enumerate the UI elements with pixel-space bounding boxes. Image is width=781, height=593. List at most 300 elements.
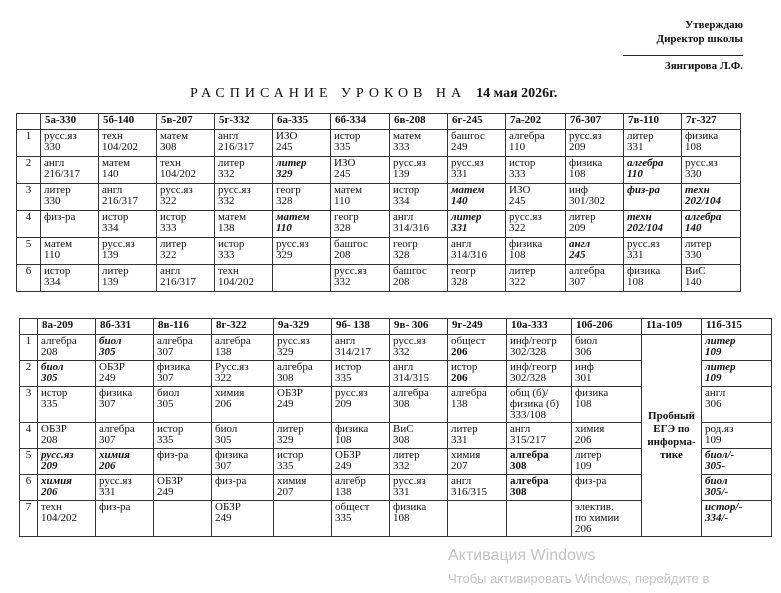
cell-line: физика bbox=[157, 361, 191, 373]
lesson-cell bbox=[702, 501, 772, 537]
cell-line: 333 bbox=[509, 168, 526, 180]
cell-line: химия bbox=[575, 423, 605, 435]
cell-line: биол bbox=[157, 387, 180, 399]
lesson-cell bbox=[448, 130, 506, 157]
cell-line: англ bbox=[510, 423, 531, 435]
lesson-cell bbox=[390, 130, 448, 157]
lesson-number: 3 bbox=[20, 387, 38, 423]
cell-line: русс.яз bbox=[685, 157, 718, 169]
cell-line: 245 bbox=[569, 249, 586, 261]
cell-line: биол bbox=[99, 335, 122, 347]
cell-line: 334 bbox=[102, 222, 119, 234]
lesson-cell bbox=[682, 211, 741, 238]
lesson-cell bbox=[332, 335, 390, 361]
cell-line: 322 bbox=[160, 249, 177, 261]
lesson-cell bbox=[215, 238, 273, 265]
lesson-cell bbox=[572, 449, 642, 475]
lesson-cell bbox=[154, 423, 212, 449]
cell-line: русс.яз bbox=[218, 184, 251, 196]
cell-line: 329 bbox=[276, 168, 293, 180]
lesson-cell bbox=[390, 449, 448, 475]
cell-line: ОБЗР bbox=[99, 361, 125, 373]
lesson-cell bbox=[157, 157, 215, 184]
cell-line: 110 bbox=[276, 222, 292, 234]
cell-line: род.яз bbox=[705, 423, 734, 435]
cell-line: 307 bbox=[99, 434, 116, 446]
cell-line: 322 bbox=[215, 372, 232, 384]
lesson-cell bbox=[41, 184, 99, 211]
cell-line: истор/- bbox=[705, 501, 743, 513]
lesson-cell bbox=[682, 184, 741, 211]
lesson-cell bbox=[566, 238, 624, 265]
cell-line: англ bbox=[102, 184, 123, 196]
cell-line: 207 bbox=[451, 460, 468, 472]
lesson-cell bbox=[96, 475, 154, 501]
cell-line: 139 bbox=[102, 276, 119, 288]
lesson-cell bbox=[566, 157, 624, 184]
cell-line: 208 bbox=[41, 346, 58, 358]
cell-line: физика bbox=[569, 157, 603, 169]
cell-line: геогр bbox=[276, 184, 301, 196]
class-header: 7б-307 bbox=[566, 114, 624, 130]
lesson-cell bbox=[702, 335, 772, 361]
cell-line: 109 bbox=[705, 372, 722, 384]
cell-line: матем bbox=[102, 157, 131, 169]
cell-line: 110 bbox=[44, 249, 61, 261]
cell-line: 109 bbox=[705, 434, 722, 446]
lesson-cell bbox=[273, 130, 331, 157]
lesson-cell bbox=[624, 238, 682, 265]
lesson-cell bbox=[157, 238, 215, 265]
lesson-cell bbox=[332, 387, 390, 423]
lesson-cell bbox=[332, 475, 390, 501]
cell-line: англ bbox=[393, 361, 414, 373]
cell-line: физ-ра bbox=[44, 211, 76, 223]
lesson-cell bbox=[96, 423, 154, 449]
lesson-cell bbox=[331, 238, 390, 265]
class-header: 10б-206 bbox=[572, 319, 642, 335]
class-header: 9б- 138 bbox=[332, 319, 390, 335]
lesson-cell bbox=[274, 475, 332, 501]
cell-line: 328 bbox=[393, 249, 410, 261]
cell-line: 316/315 bbox=[451, 486, 488, 498]
cell-line: химия bbox=[277, 475, 307, 487]
cell-line: алгебра bbox=[627, 157, 664, 169]
lesson-cell bbox=[390, 184, 448, 211]
cell-line: истор bbox=[335, 361, 362, 373]
lesson-cell bbox=[331, 130, 390, 157]
cell-line: физ-ра bbox=[575, 475, 607, 487]
cell-line: матем bbox=[451, 184, 485, 196]
cell-line: 329 bbox=[276, 249, 293, 261]
cell-line: геогр bbox=[393, 238, 418, 250]
lesson-cell bbox=[507, 387, 572, 423]
cell-line: 305 bbox=[99, 346, 116, 358]
lesson-cell bbox=[38, 361, 96, 387]
cell-line: литер bbox=[102, 265, 129, 277]
class-header: 8а-209 bbox=[38, 319, 96, 335]
lesson-number: 3 bbox=[17, 184, 41, 211]
cell-line: 308 bbox=[510, 460, 527, 472]
lesson-cell bbox=[41, 130, 99, 157]
cell-line: 206 bbox=[451, 372, 468, 384]
lesson-cell bbox=[507, 475, 572, 501]
lesson-cell bbox=[41, 265, 99, 292]
lesson-cell bbox=[506, 238, 566, 265]
cell-line: 109 bbox=[575, 460, 592, 472]
cell-line: 108 bbox=[569, 168, 586, 180]
cell-line: техн bbox=[627, 211, 652, 223]
lesson-cell bbox=[506, 130, 566, 157]
cell-line: 209 bbox=[569, 222, 586, 234]
cell-line: 314/316 bbox=[451, 249, 488, 261]
cell-line: 331 bbox=[451, 222, 468, 234]
cell-line: 315/217 bbox=[510, 434, 547, 446]
page-title bbox=[190, 86, 557, 102]
header-row bbox=[20, 319, 772, 335]
cell-line: инф bbox=[569, 184, 588, 196]
lesson-cell bbox=[572, 501, 642, 537]
cell-line: 307 bbox=[215, 460, 232, 472]
exam-line: тике bbox=[660, 448, 683, 461]
cell-line: физика bbox=[509, 238, 543, 250]
lesson-cell bbox=[448, 449, 507, 475]
cell-line: литер bbox=[685, 238, 712, 250]
cell-line: 307 bbox=[157, 372, 174, 384]
lesson-cell bbox=[96, 387, 154, 423]
cell-line: физ-ра bbox=[157, 449, 189, 461]
cell-line: 245 bbox=[334, 168, 351, 180]
cell-line: 110 bbox=[334, 195, 351, 207]
cell-line: 139 bbox=[393, 168, 410, 180]
cell-line: 302/328 bbox=[510, 372, 547, 384]
class-header: 7а-202 bbox=[506, 114, 566, 130]
lesson-cell bbox=[96, 361, 154, 387]
cell-line: литер bbox=[569, 211, 596, 223]
cell-line: англ bbox=[705, 387, 726, 399]
lesson-cell bbox=[682, 265, 741, 292]
lesson-cell bbox=[566, 211, 624, 238]
lesson-cell bbox=[99, 130, 157, 157]
cell-line: 301 bbox=[575, 372, 592, 384]
cell-line: 202/104 bbox=[685, 195, 722, 207]
cell-line: литер bbox=[276, 157, 307, 169]
lesson-cell bbox=[390, 265, 448, 292]
cell-line: 140 bbox=[685, 222, 702, 234]
table-row bbox=[17, 184, 741, 211]
lesson-cell bbox=[390, 361, 448, 387]
lesson-cell bbox=[274, 335, 332, 361]
cell-line: литер bbox=[393, 449, 420, 461]
lesson-cell bbox=[390, 423, 448, 449]
cell-line: 245 bbox=[509, 195, 526, 207]
exam-line: Пробный bbox=[648, 409, 695, 422]
cell-line: электив. bbox=[575, 501, 614, 513]
cell-line: 104/202 bbox=[160, 168, 197, 180]
cell-line: 335 bbox=[157, 434, 174, 446]
lesson-cell bbox=[274, 361, 332, 387]
cell-line: Русс.яз bbox=[215, 361, 249, 373]
cell-line: физ-ра bbox=[215, 475, 247, 487]
cell-line: 329 bbox=[277, 434, 294, 446]
cell-line: литер bbox=[627, 130, 654, 142]
cell-line: 206 bbox=[99, 460, 116, 472]
cell-line: истор bbox=[277, 449, 304, 461]
lesson-cell bbox=[331, 265, 390, 292]
cell-line: 140 bbox=[451, 195, 468, 207]
cell-line: англ bbox=[451, 238, 472, 250]
class-header: 5а-330 bbox=[41, 114, 99, 130]
cell-line: литер bbox=[451, 211, 482, 223]
cell-line: алгебра bbox=[510, 449, 549, 461]
lesson-cell bbox=[390, 238, 448, 265]
windows-watermark-text: Чтобы активировать Windows, перейдите в bbox=[448, 571, 710, 586]
lesson-cell bbox=[38, 449, 96, 475]
lesson-cell bbox=[38, 387, 96, 423]
class-header: 9а-329 bbox=[274, 319, 332, 335]
cell-line: 209 bbox=[569, 141, 586, 153]
cell-line: ИЗО bbox=[334, 157, 356, 169]
lesson-cell bbox=[448, 501, 507, 537]
table-row bbox=[17, 157, 741, 184]
cell-line: биол/- bbox=[705, 449, 735, 461]
lesson-cell bbox=[448, 387, 507, 423]
cell-line: матем bbox=[393, 130, 422, 142]
lesson-number: 4 bbox=[20, 423, 38, 449]
cell-line: техн bbox=[102, 130, 123, 142]
cell-line: 332 bbox=[393, 460, 410, 472]
cell-line: 331 bbox=[393, 486, 410, 498]
cell-line: техн bbox=[685, 184, 710, 196]
cell-line: истор bbox=[393, 184, 420, 196]
cell-line: биол bbox=[215, 423, 238, 435]
cell-line: англ bbox=[44, 157, 65, 169]
lesson-cell bbox=[273, 211, 331, 238]
cell-line: 206 bbox=[215, 398, 232, 410]
cell-line: башгос bbox=[334, 238, 368, 250]
class-header: 9г-249 bbox=[448, 319, 507, 335]
cell-line: ВиС bbox=[685, 265, 706, 277]
cell-line: 108 bbox=[575, 398, 592, 410]
cell-line: 305 bbox=[157, 398, 174, 410]
cell-line: матем bbox=[44, 238, 73, 250]
cell-line: истор bbox=[41, 387, 68, 399]
cell-line: русс.яз bbox=[102, 238, 135, 250]
lesson-cell bbox=[212, 361, 274, 387]
cell-line: физика (б) bbox=[510, 398, 559, 410]
cell-line: русс.яз bbox=[41, 449, 74, 461]
cell-line: алгебр bbox=[335, 475, 366, 487]
lesson-cell bbox=[157, 265, 215, 292]
lesson-cell bbox=[572, 361, 642, 387]
class-header: 9в- 306 bbox=[390, 319, 448, 335]
lesson-cell bbox=[274, 423, 332, 449]
cell-line: 334 bbox=[44, 276, 61, 288]
cell-line: 328 bbox=[334, 222, 351, 234]
cell-line: 333 bbox=[393, 141, 410, 153]
lesson-cell bbox=[332, 449, 390, 475]
cell-line: истор bbox=[160, 211, 187, 223]
cell-line: 322 bbox=[509, 276, 526, 288]
cell-line: литер bbox=[277, 423, 304, 435]
cell-line: 334/- bbox=[705, 512, 729, 524]
lesson-cell bbox=[38, 335, 96, 361]
cell-line: русс.яз bbox=[99, 475, 132, 487]
lesson-cell bbox=[702, 449, 772, 475]
title-text: РАСПИСАНИЕ УРОКОВ НА bbox=[190, 86, 467, 101]
lesson-cell bbox=[448, 361, 507, 387]
cell-line: по химии bbox=[575, 512, 620, 524]
cell-line: алгебра bbox=[99, 423, 135, 435]
lesson-cell bbox=[390, 157, 448, 184]
lesson-cell bbox=[507, 501, 572, 537]
lesson-cell bbox=[448, 238, 506, 265]
class-header: 8б-331 bbox=[96, 319, 154, 335]
cell-line: русс.яз bbox=[335, 387, 368, 399]
cell-line: русс.яз bbox=[393, 475, 426, 487]
cell-line: ОБЗР bbox=[157, 475, 183, 487]
cell-line: русс.яз bbox=[451, 157, 484, 169]
cell-line: 314/217 bbox=[335, 346, 372, 358]
lesson-cell bbox=[682, 238, 741, 265]
cell-line: русс.яз bbox=[160, 184, 193, 196]
lesson-cell bbox=[215, 211, 273, 238]
cell-line: 216/317 bbox=[44, 168, 81, 180]
lesson-cell bbox=[38, 475, 96, 501]
class-header: 7г-327 bbox=[682, 114, 741, 130]
lesson-cell bbox=[566, 130, 624, 157]
lesson-number: 5 bbox=[20, 449, 38, 475]
class-header: 6в-208 bbox=[390, 114, 448, 130]
lesson-number: 5 bbox=[17, 238, 41, 265]
cell-line: биол bbox=[41, 361, 64, 373]
header-row bbox=[17, 114, 741, 130]
cell-line: 329 bbox=[277, 346, 294, 358]
lesson-cell bbox=[215, 184, 273, 211]
cell-line: литер bbox=[705, 361, 736, 373]
lesson-cell bbox=[273, 157, 331, 184]
cell-line: алгебра bbox=[157, 335, 193, 347]
lesson-cell bbox=[215, 130, 273, 157]
class-header: 11а-109 bbox=[642, 319, 702, 335]
lesson-cell bbox=[572, 335, 642, 361]
lesson-number: 2 bbox=[17, 157, 41, 184]
lesson-cell bbox=[38, 423, 96, 449]
cell-line: русс.яз bbox=[44, 130, 77, 142]
lesson-cell bbox=[212, 387, 274, 423]
cell-line: 208 bbox=[393, 276, 410, 288]
cell-line: 330 bbox=[685, 249, 702, 261]
cell-line: физ-ра bbox=[99, 501, 131, 513]
lesson-cell bbox=[212, 475, 274, 501]
cell-line: техн bbox=[218, 265, 239, 277]
cell-line: ВиС bbox=[393, 423, 414, 435]
cell-line: 208 bbox=[334, 249, 351, 261]
lesson-cell bbox=[331, 157, 390, 184]
lesson-cell bbox=[332, 501, 390, 537]
cell-line: матем bbox=[276, 211, 310, 223]
lesson-cell bbox=[99, 211, 157, 238]
lesson-cell bbox=[507, 335, 572, 361]
lesson-cell bbox=[448, 335, 507, 361]
cell-line: химия bbox=[215, 387, 245, 399]
lesson-cell bbox=[215, 265, 273, 292]
cell-line: 108 bbox=[335, 434, 352, 446]
cell-line: биол bbox=[705, 475, 728, 487]
lesson-cell bbox=[41, 238, 99, 265]
cell-line: 307 bbox=[99, 398, 116, 410]
cell-line: ОБЗР bbox=[215, 501, 241, 513]
cell-line: 138 bbox=[218, 222, 235, 234]
corner-cell bbox=[20, 319, 38, 335]
cell-line: литер bbox=[451, 423, 478, 435]
cell-line: 335 bbox=[41, 398, 58, 410]
cell-line: 331 bbox=[627, 141, 644, 153]
cell-line: матем bbox=[218, 211, 247, 223]
schedule-table-8-11 bbox=[19, 318, 772, 537]
cell-line: ОБЗР bbox=[335, 449, 361, 461]
lesson-number: 1 bbox=[17, 130, 41, 157]
cell-line: физ-ра bbox=[627, 184, 660, 196]
lesson-number: 6 bbox=[17, 265, 41, 292]
cell-line: литер bbox=[44, 184, 71, 196]
schedule-table-5-7 bbox=[16, 113, 741, 292]
cell-line: алгебра bbox=[509, 130, 545, 142]
lesson-cell bbox=[390, 335, 448, 361]
cell-line: литер bbox=[509, 265, 536, 277]
cell-line: англ bbox=[569, 238, 591, 250]
cell-line: 333 bbox=[160, 222, 177, 234]
cell-line: 308 bbox=[393, 434, 410, 446]
lesson-number: 1 bbox=[20, 335, 38, 361]
cell-line: 332 bbox=[218, 168, 235, 180]
cell-line: русс.яз bbox=[334, 265, 367, 277]
cell-line: башгос bbox=[393, 265, 427, 277]
title-date: 14 мая 2026г. bbox=[476, 86, 558, 101]
lesson-cell bbox=[96, 335, 154, 361]
cell-line: 138 bbox=[335, 486, 352, 498]
cell-line: 108 bbox=[627, 276, 644, 288]
class-header: 8в-116 bbox=[154, 319, 212, 335]
cell-line: геогр bbox=[334, 211, 359, 223]
lesson-cell bbox=[332, 423, 390, 449]
cell-line: литер bbox=[575, 449, 602, 461]
lesson-cell bbox=[390, 211, 448, 238]
class-header: 5б-140 bbox=[99, 114, 157, 130]
lesson-cell bbox=[624, 184, 682, 211]
lesson-cell bbox=[215, 157, 273, 184]
cell-line: 301/302 bbox=[569, 195, 606, 207]
cell-line: 249 bbox=[157, 486, 174, 498]
cell-line: 104/202 bbox=[218, 276, 255, 288]
cell-line: 202/104 bbox=[627, 222, 664, 234]
class-header: 6б-334 bbox=[331, 114, 390, 130]
cell-line: физика bbox=[685, 130, 719, 142]
lesson-cell bbox=[38, 501, 96, 537]
lesson-cell bbox=[390, 387, 448, 423]
lesson-cell bbox=[212, 501, 274, 537]
lesson-cell bbox=[624, 265, 682, 292]
cell-line: 110 bbox=[627, 168, 643, 180]
cell-line: 249 bbox=[215, 512, 232, 524]
cell-line: башгос bbox=[451, 130, 485, 142]
lesson-cell bbox=[273, 238, 331, 265]
cell-line: 139 bbox=[102, 249, 119, 261]
lesson-cell bbox=[154, 475, 212, 501]
cell-line: 206 bbox=[575, 523, 592, 535]
cell-line: ИЗО bbox=[509, 184, 531, 196]
lesson-cell bbox=[99, 157, 157, 184]
